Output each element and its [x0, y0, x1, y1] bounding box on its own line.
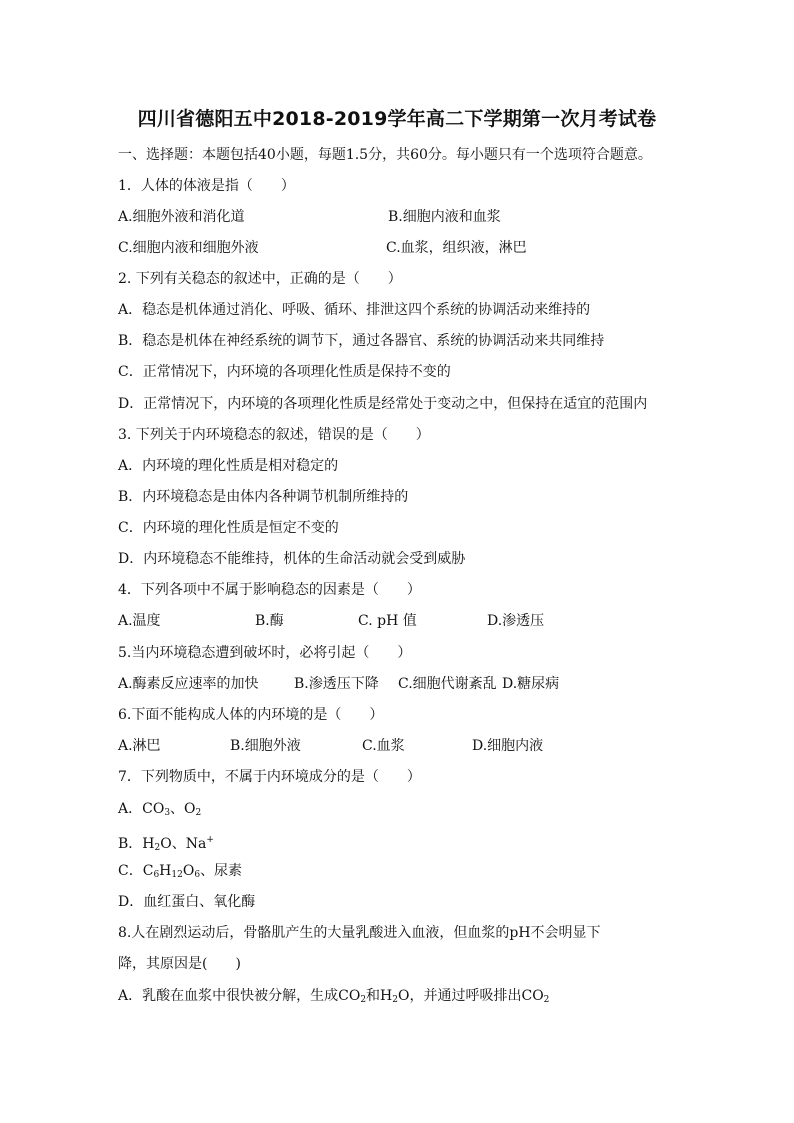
question-3-option-c: C．内环境的理化性质是恒定不变的	[118, 520, 339, 536]
q8-a-sub-1: 2	[360, 995, 367, 1005]
question-6-stem: 6.下面不能构成人体的内环境的是（ ）	[118, 707, 384, 723]
q7-c-post: 、尿素	[200, 863, 243, 879]
question-5-stem: 5.当内环境稳态遭到破坏时，必将引起（ ）	[118, 645, 412, 661]
question-2-option-b: B．稳态是机体在神经系统的调节下，通过各器官、系统的协调活动来共同维持	[118, 333, 605, 349]
question-2-option-d: D．正常情况下，内环境的各项理化性质是经常处于变动之中，但保持在适宜的范围内	[118, 396, 648, 412]
question-7-stem: 7．下列物质中，不属于内环境成分的是（ ）	[118, 769, 421, 785]
question-2-option-c: C．正常情况下，内环境的各项理化性质是保持不变的	[118, 364, 451, 380]
question-5-option-a: A.酶素反应速率的加快	[118, 676, 259, 692]
q7-b-text: B．H	[118, 836, 155, 852]
question-4-options	[118, 612, 678, 630]
section-heading: 一、选择题：本题包括40小题，每题1.5分，共60分。每小题只有一个选项符合题意。	[118, 147, 652, 163]
question-7-option-d: D．血红蛋白、氧化酶	[118, 894, 256, 910]
question-5-option-c: C.细胞代谢紊乱	[398, 676, 497, 692]
question-3-option-a: A．内环境的理化性质是相对稳定的	[118, 458, 339, 474]
q7-c-sub-2: 12	[171, 870, 183, 880]
question-7-option-c	[118, 862, 242, 884]
question-2-option-a: A．稳态是机体通过消化、呼吸、循环、排泄这四个系统的协调活动来维持的	[118, 302, 591, 318]
question-4-option-a: A.温度	[118, 613, 161, 629]
q7-c-o: O	[182, 863, 195, 879]
question-4-option-d: D.渗透压	[487, 613, 545, 629]
question-8-option-a	[118, 987, 549, 1009]
question-6-option-d: D.细胞内液	[472, 738, 544, 754]
question-2-stem: 2. 下列有关稳态的叙述中，正确的是（ ）	[118, 271, 402, 287]
question-1-option-a: A.细胞外液和消化道	[118, 209, 245, 225]
q8-a-mid-2: O，并通过呼吸排出CO	[398, 988, 544, 1004]
q7-b-mid: O、Na	[160, 836, 207, 852]
q8-a-mid: 和H	[366, 988, 393, 1004]
question-4-stem: 4．下列各项中不属于影响稳态的因素是（ ）	[118, 582, 421, 598]
q7-c-text: C．C	[118, 863, 154, 879]
q7-c-sub-1: 6	[153, 870, 160, 880]
q8-a-text: A．乳酸在血浆中很快被分解，生成CO	[118, 988, 361, 1004]
question-3-option-b: B．内环境稳态是由体内各种调节机制所维持的	[118, 489, 409, 505]
question-5-option-d: D.糖尿病	[502, 676, 560, 692]
question-8-stem-line-2: 降，其原因是( )	[118, 956, 241, 972]
question-1-options-row-2	[118, 239, 678, 257]
q7-a-sub-2: 2	[195, 808, 202, 818]
question-1-option-d: C.血浆，组织液，淋巴	[386, 240, 527, 256]
question-1-option-b: B.细胞内液和血浆	[388, 209, 501, 225]
question-7-option-b	[118, 831, 214, 857]
page-title: 四川省德阳五中2018-2019学年高二下学期第一次月考试卷	[137, 108, 657, 130]
q8-a-sub-2: 2	[392, 995, 398, 1005]
question-5-options	[118, 675, 678, 693]
question-6-option-a: A.淋巴	[118, 738, 161, 754]
q7-a-sub-1: 3	[164, 808, 171, 818]
q7-c-sub-3: 6	[194, 870, 201, 880]
question-4-option-b: B.酶	[255, 613, 284, 629]
question-1-option-c: C.细胞内液和细胞外液	[118, 240, 259, 256]
question-3-option-d: D．内环境稳态不能维持，机体的生命活动就会受到威胁	[118, 551, 466, 567]
question-6-option-c: C.血浆	[362, 738, 405, 754]
q7-a-mid: 、O	[170, 801, 196, 817]
q7-c-h: H	[159, 863, 172, 879]
question-1-stem: 1．人体的体液是指（ ）	[118, 178, 295, 194]
question-4-option-c: C. pH 值	[358, 613, 417, 629]
q8-a-sub-3: 2	[543, 995, 550, 1005]
question-6-option-b: B.细胞外液	[230, 738, 301, 754]
question-5-option-b: B.渗透压下降	[294, 676, 379, 692]
q7-a-text: A．CO	[118, 801, 165, 817]
question-1-options-row-1	[118, 208, 678, 226]
question-8-stem-line-1: 8.人在剧烈运动后，骨骼肌产生的大量乳酸进入血液，但血浆的pH不会明显下	[118, 925, 601, 941]
question-3-stem: 3. 下列关于内环境稳态的叙述，错误的是（ ）	[118, 427, 430, 443]
q7-b-sub-1: 2	[154, 843, 161, 853]
question-7-option-a	[118, 800, 201, 822]
q7-b-sup: +	[206, 835, 214, 845]
question-6-options	[118, 737, 678, 755]
